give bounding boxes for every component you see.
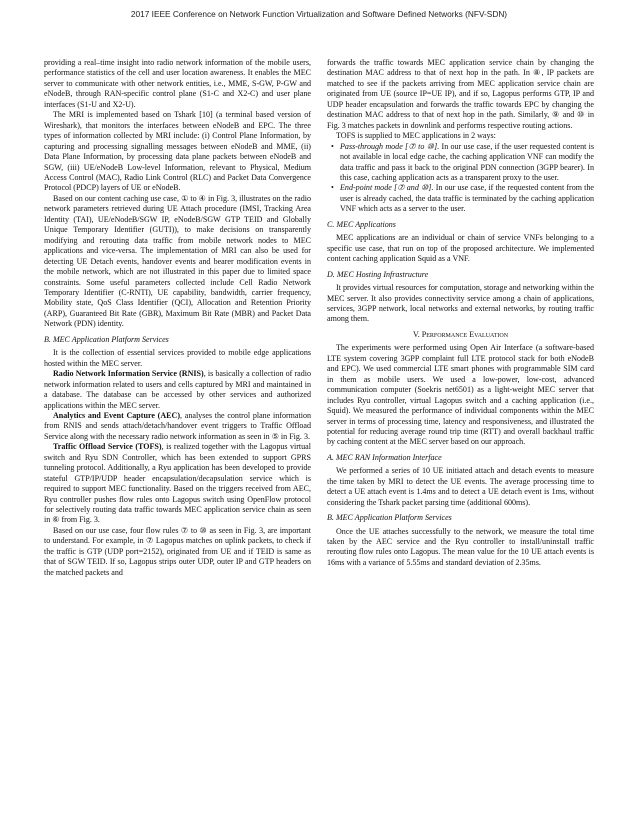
paragraph: Once the UE attaches successfully to the network, we measure the total time taken by the AEC service and the Ryu controller to install/uninstall traffic rerouting flow rules onto Lagopus. The mean value for the 10 UE attach events is 16ms with a variance of 5.55ms and standard deviation of 2.35ms.: [327, 526, 594, 567]
paragraph: MEC applications are an individual or chain of service VNFs belonging to a specific use case, that run on top of the proposed architecture. We implemented content caching application Squid as a VNF.: [327, 233, 594, 264]
subsection-heading: A. MEC RAN Information Interface: [327, 452, 442, 462]
left-column: [44, 58, 311, 578]
mode-text: In our use case, if the requested content from the user is already cached, the data traffic is terminated by the caching application VNF which acts as a server to the user.: [340, 183, 594, 214]
paragraph-aec: [44, 411, 311, 442]
paragraph-rnis: [44, 369, 311, 411]
rnis-term: Radio Network Information Service (RNIS): [53, 369, 204, 379]
paragraph: Based on our use case, four flow rules ⑦ to ⑩ as seen in Fig. 3, are important to understand. For example, in ⑦ Lagopus matches on uplink packets, to check if the traffic is GTP (UDP port=2152), originated from UE and if TEID is same as that of SGW TEID. If so, Lagopus strips outer UDP, outer IP and GTP headers on the matched packets and: [44, 525, 311, 577]
paragraph: It provides virtual resources for computation, storage and networking within the MEC server. It also provides connectivity service among a chain of applications, services, 3GPP network, local networks and external networks, by routing traffic among them.: [327, 283, 594, 324]
tofs-term: Traffic Offload Service (TOFS): [53, 442, 162, 452]
right-column: [327, 58, 594, 568]
aec-text: , analyses the control plane information from RNIS and sends attach/detach/handover event triggers to Traffic Offload Service along with the necessary radio network information as seen in ⑤ in Fig. 3.: [44, 410, 312, 441]
paragraph: It is the collection of essential services provided to mobile edge applications hosted within the MEC server.: [44, 348, 311, 368]
paragraph: forwards the traffic towards MEC application service chain by changing the destination MAC address to that of next hop in the path. In ⑧, IP packets are matched to see if the packets arriving from MEC application service chain are originated from UE (source IP=UE IP), and if so, Lagopus performs GTP, IP and UDP header encapsulation and forwards the traffic towards EPC by changing the destination MAC address to that of next hop in the path. Similarly, ⑨ and ⑩ in Fig. 3 matches packets in downlink and performs respective routing actions.: [327, 58, 594, 130]
list-item: [340, 183, 594, 214]
paragraph: providing a real–time insight into radio network information of the mobile users, performance statistics of the cell and user location awareness. It enables the MEC server to communicate with other network entities, i.e., MME, S-GW, P-GW and eNodeB, through RAN-specific control plane (S1-C and X2-C) and user plane interfaces (S1-U and X2-U).: [44, 58, 311, 109]
paragraph: Based on our content caching use case, ① to ④ in Fig. 3, illustrates on the radio network parameters retrieved during UE Attach procedure (IMSI, Tracking Area Identity (TAI), UE/eNodeB/SGW IP, eNodeB/SGW GTP TEID and Globally Unique Temporary Identifier (GUTI)), to make decisions on transparently modifying and rerouting data traffic from mobile network nodes to MEC applications and vice-versa. The implementation of MRI can also be used for detecting UE Detach events, handover events and bearer modification events in the mobile network, which are not illustrated in this paper due to limited space constraints. Some useful parameters collected include Cell Radio Network Temporary Identifier (C-RNTI), UE capability, bandwidth, carrier frequency, Mobility state, QoS Class Identifier (QCI), Allocation and Retention Priority (ARP), Guaranteed Bit Rate (GBR), Maximum Bit Rate (MBR) and Packet Data Network (PDN) identity.: [44, 193, 311, 329]
aec-term: Analytics and Event Capture (AEC): [53, 410, 181, 420]
paragraph: We performed a series of 10 UE initiated attach and detach events to measure the time taken by MRI to detect the UE events. The average processing time to detect a UE attach event is 1.4ms and to detect a UE detach event is 1ms, without considering the Tshark packet parsing time (additional 600ms).: [327, 466, 594, 507]
section-heading: V. Performance Evaluation: [412, 329, 509, 339]
list-item: [340, 142, 594, 184]
bullet-list: [327, 142, 594, 215]
subsection-heading: B. MEC Application Platform Services: [44, 334, 169, 344]
running-header: 2017 IEEE Conference on Network Function Virtualization and Software Defined Networks (NFV-SDN): [130, 9, 508, 19]
subsection-heading: B. MEC Application Platform Services: [327, 513, 452, 523]
mode-name: End-point mode [⑦ and ⑩].: [340, 183, 434, 193]
subsection-heading: D. MEC Hosting Infrastructure: [327, 269, 429, 279]
paragraph: The MRI is implemented based on Tshark [10] (a terminal based version of Wireshark), that monitors the interfaces between eNodeB and EPC. The three types of information collected by MRI include: (i) Control Plane Information, by capturing and processing signalling messages between eNodeB and MME, (ii) Data Plane Information, by processing data plane packets between eNodeB and SGW, (iii) UE/eNodeB Low-level Information, relevant to Physical, Medium Access Control (MAC), Radio Link Control (RLC) and Packet Data Convergence Protocol (PDCP) layers of UE or eNodeB.: [44, 110, 311, 193]
subsection-heading: C. MEC Applications: [327, 219, 396, 229]
paragraph: The experiments were performed using Open Air Interface (a software-based LTE system covering 3GPP complaint full LTE protocol stack for both eNodeB and EPC). We used commercial LTE smart phones with programmable SIM card in them as mobile users. We used a low-power, low-cost, advanced communication computer (Soekris net6501) as a light-weight MEC server that includes Ryu controller, virtual Lagopus switch and a caching application (i.e., Squid). We measured the performance of individual components within the MEC server in terms of processing time, latency and responsiveness, and illustrated the potential for reducing average round trip time (RTT) and overall backhaul traffic by caching content at the MEC server based on our approach.: [327, 343, 594, 447]
rnis-text: , is basically a collection of radio network information related to users and cells captured by MRI and maintained in a database. The database can be accessed by other services and authorized applications within the MEC server.: [44, 369, 311, 410]
mode-text: In our use case, if the user requested content is not available in local edge cache, the caching application VNF can modify the data traffic and pass it back to the original PDN connection (3GPP bearer). In this case, caching application acts as a transparent proxy to the user.: [340, 141, 594, 182]
paragraph: TOFS is supplied to MEC applications in 2 ways:: [336, 131, 496, 141]
tofs-text: , is realized together with the Lagopus virtual switch and Ryu SDN Controller, which has been extended to support GPRS tunneling protocol. Additionally, a Ryu application has been developed to provide stateful GTP/IP/UDP header encapsulation/decapsulation service which is required to support MEC functionality. Based on the triggers received from AEC, Ryu controller pushes flow rules onto Lagopus switch using OpenFlow protocol for selectively routing data traffic towards MEC application service chain as seen in ⑥ from Fig. 3.: [44, 442, 311, 525]
mode-name: Pass-through mode [⑦ to ⑩].: [340, 141, 440, 151]
paragraph-tofs: [44, 442, 311, 526]
